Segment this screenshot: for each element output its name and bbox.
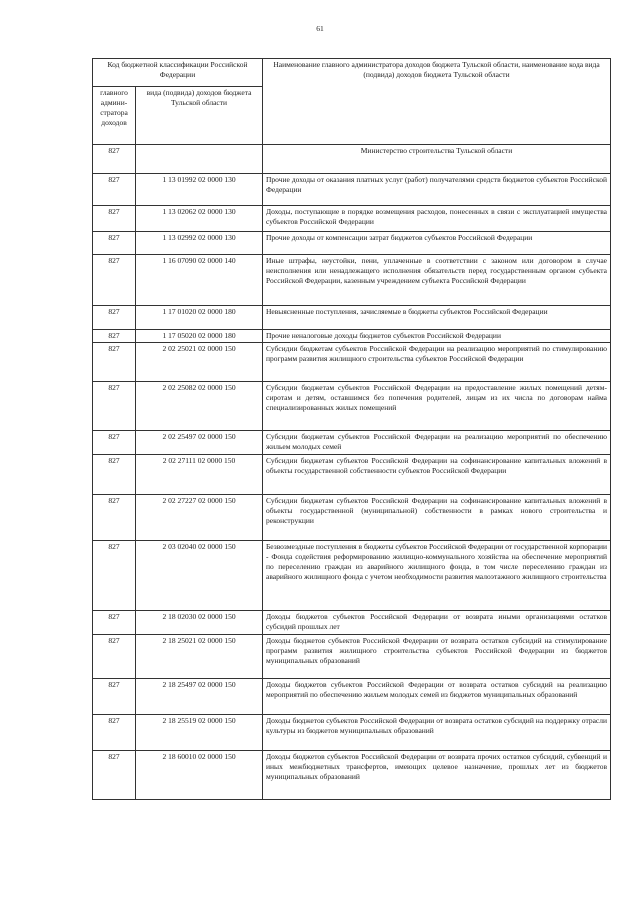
code-cell: 2 18 25519 02 0000 150 xyxy=(136,715,263,751)
table-row xyxy=(93,343,611,382)
admin-cell: 827 xyxy=(93,255,136,306)
name-cell: Невыясненные поступления, зачисляемые в бюджеты субъектов Российской Федерации xyxy=(263,306,611,330)
admin-cell: 827 xyxy=(93,330,136,343)
admin-cell: 827 xyxy=(93,455,136,495)
admin-cell: 827 xyxy=(93,495,136,541)
ministry-name-cell: Министерство строительства Тульской области xyxy=(263,145,611,174)
admin-cell: 827 xyxy=(93,751,136,800)
header-budget-classification: Код бюджетной классификации Российской Федерации xyxy=(93,59,263,87)
name-cell: Безвозмездные поступления в бюджеты субъектов Российской Федерации от государственной корпорации - Фонда содействия реформированию жилищно-коммунального хозяйства на обеспечение мероприятий по переселению граждан из аварийного жилищного фонда, в том числе переселению граждан из аварийного жилищного фонда с учетом необходимости развития малоэтажного жилищного строительства xyxy=(263,541,611,611)
name-cell: Субсидии бюджетам субъектов Российской Федерации на софинансирование капитальных вложений в объекты государственной (муниципальной) собственности в рамках нового строительства и реконструкции xyxy=(263,495,611,541)
ministry-admin-cell: 827 xyxy=(93,145,136,174)
table-row xyxy=(93,382,611,431)
code-cell: 2 18 02030 02 0000 150 xyxy=(136,611,263,635)
code-cell: 2 03 02040 02 0000 150 xyxy=(136,541,263,611)
admin-cell: 827 xyxy=(93,431,136,455)
code-cell: 1 13 02992 02 0000 130 xyxy=(136,232,263,255)
admin-cell: 827 xyxy=(93,343,136,382)
name-cell: Прочие неналоговые доходы бюджетов субъектов Российской Федерации xyxy=(263,330,611,343)
table-row xyxy=(93,455,611,495)
admin-cell: 827 xyxy=(93,611,136,635)
name-cell: Прочие доходы от оказания платных услуг (работ) получателями средств бюджетов субъектов Российской Федерации xyxy=(263,174,611,206)
code-cell: 2 18 25497 02 0000 150 xyxy=(136,679,263,715)
name-cell: Доходы бюджетов субъектов Российской Федерации от возврата остатков субсидий на поддержку отрасли культуры из бюджетов муниципальных образований xyxy=(263,715,611,751)
table-row xyxy=(93,715,611,751)
code-cell: 2 02 25021 02 0000 150 xyxy=(136,343,263,382)
header-admin-column: главного админи-стратора доходов xyxy=(93,87,136,145)
name-cell: Субсидии бюджетам субъектов Российской Федерации на реализацию мероприятий по обеспечению жильем молодых семей xyxy=(263,431,611,455)
code-cell: 1 16 07090 02 0000 140 xyxy=(136,255,263,306)
header-kind-column: вида (подвида) доходов бюджета Тульской области xyxy=(136,87,263,145)
admin-cell: 827 xyxy=(93,715,136,751)
name-cell: Субсидии бюджетам субъектов Российской Федерации на софинансирование капитальных вложений в объекты государственной собственности субъектов Российской Федерации xyxy=(263,455,611,495)
name-cell: Иные штрафы, неустойки, пени, уплаченные в соответствии с законом или договором в случае неисполнения или ненадлежащего исполнения обязательств перед государственным органом субъекта Российской Федерации, казенным учреждением субъекта Российской Федерации xyxy=(263,255,611,306)
admin-cell: 827 xyxy=(93,635,136,679)
table-row xyxy=(93,751,611,800)
code-cell: 2 18 60010 02 0000 150 xyxy=(136,751,263,800)
table-row xyxy=(93,611,611,635)
admin-cell: 827 xyxy=(93,382,136,431)
header-row-1 xyxy=(93,59,611,87)
table-row xyxy=(93,541,611,611)
code-cell: 1 13 01992 02 0000 130 xyxy=(136,174,263,206)
admin-cell: 827 xyxy=(93,174,136,206)
name-cell: Субсидии бюджетам субъектов Российской Федерации на предоставление жилых помещений детям-сиротам и детям, оставшимся без попечения родителей, лицам из их числа по договорам найма специализированных жилых помещений xyxy=(263,382,611,431)
code-cell: 2 18 25021 02 0000 150 xyxy=(136,635,263,679)
table-row xyxy=(93,495,611,541)
admin-cell: 827 xyxy=(93,306,136,330)
table-row xyxy=(93,255,611,306)
name-cell: Доходы бюджетов субъектов Российской Федерации от возврата остатков субсидий на стимулирование программ развития жилищного строительства субъектов Российской Федерации из бюджетов муниципальных образований xyxy=(263,635,611,679)
code-cell: 1 13 02062 02 0000 130 xyxy=(136,206,263,232)
table-row xyxy=(93,330,611,343)
header-name-column: Наименование главного администратора доходов бюджета Тульской области, наименование кода вида (подвида) доходов бюджета Тульской области xyxy=(263,59,611,145)
admin-cell: 827 xyxy=(93,232,136,255)
ministry-code-cell xyxy=(136,145,263,174)
table-row xyxy=(93,174,611,206)
table-row xyxy=(93,431,611,455)
table-row xyxy=(93,306,611,330)
admin-cell: 827 xyxy=(93,206,136,232)
name-cell: Доходы бюджетов субъектов Российской Федерации от возврата прочих остатков субсидий, субвенций и иных межбюджетных трансфертов, имеющих целевое назначение, прошлых лет из бюджетов муниципальных образований xyxy=(263,751,611,800)
table-row xyxy=(93,206,611,232)
ministry-row xyxy=(93,145,611,174)
code-cell: 2 02 27227 02 0000 150 xyxy=(136,495,263,541)
code-cell: 1 17 01020 02 0000 180 xyxy=(136,306,263,330)
budget-codes-table xyxy=(92,58,611,800)
table-body xyxy=(93,145,611,800)
table-header xyxy=(93,59,611,145)
code-cell: 2 02 27111 02 0000 150 xyxy=(136,455,263,495)
code-cell: 1 17 05020 02 0000 180 xyxy=(136,330,263,343)
admin-cell: 827 xyxy=(93,541,136,611)
table-row xyxy=(93,679,611,715)
table-row xyxy=(93,232,611,255)
name-cell: Прочие доходы от компенсации затрат бюджетов субъектов Российской Федерации xyxy=(263,232,611,255)
name-cell: Доходы, поступающие в порядке возмещения расходов, понесенных в связи с эксплуатацией имущества субъектов Российской Федерации xyxy=(263,206,611,232)
code-cell: 2 02 25082 02 0000 150 xyxy=(136,382,263,431)
table-row xyxy=(93,635,611,679)
page-number: 61 xyxy=(316,24,324,33)
name-cell: Доходы бюджетов субъектов Российской Федерации от возврата остатков субсидий на реализацию мероприятий по обеспечению жильем молодых семей из бюджетов муниципальных образований xyxy=(263,679,611,715)
name-cell: Субсидии бюджетам субъектов Российской Федерации на реализацию мероприятий по стимулированию программ развития жилищного строительства субъектов Российской Федерации xyxy=(263,343,611,382)
name-cell: Доходы бюджетов субъектов Российской Федерации от возврата иными организациями остатков субсидий прошлых лет xyxy=(263,611,611,635)
admin-cell: 827 xyxy=(93,679,136,715)
code-cell: 2 02 25497 02 0000 150 xyxy=(136,431,263,455)
